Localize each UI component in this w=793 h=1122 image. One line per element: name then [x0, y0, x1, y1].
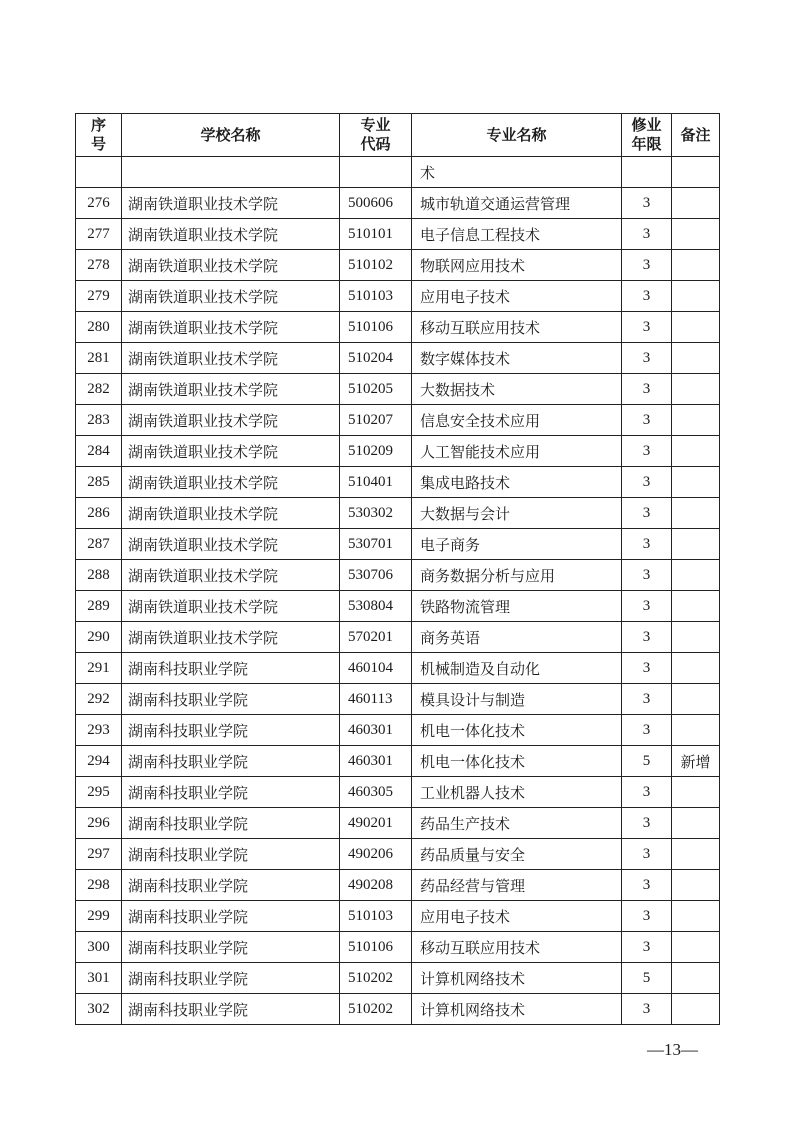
- cell-code: 530701: [340, 529, 412, 560]
- cell-seq: 278: [76, 250, 122, 281]
- continuation-row: [76, 157, 720, 188]
- table-row: [76, 405, 720, 436]
- cell-code: 460301: [340, 746, 412, 777]
- cell-years: 3: [622, 715, 672, 746]
- cell-note: [672, 808, 720, 839]
- cell-seq: 291: [76, 653, 122, 684]
- table-row: [76, 374, 720, 405]
- cell-note: [672, 777, 720, 808]
- cell-note: [672, 994, 720, 1025]
- cell-school: 湖南铁道职业技术学院: [122, 312, 340, 343]
- table-row: [76, 591, 720, 622]
- cell-note: [672, 219, 720, 250]
- cell-note: [672, 498, 720, 529]
- cell-seq: 285: [76, 467, 122, 498]
- cell-seq: 280: [76, 312, 122, 343]
- cell-school: 湖南铁道职业技术学院: [122, 560, 340, 591]
- table-row: [76, 684, 720, 715]
- header-seq: 序 号: [76, 114, 122, 157]
- cell-major: 人工智能技术应用: [412, 436, 622, 467]
- table-row: [76, 529, 720, 560]
- cell-seq: 302: [76, 994, 122, 1025]
- cell-code: 510209: [340, 436, 412, 467]
- table-row: [76, 560, 720, 591]
- table-row: [76, 746, 720, 777]
- cell-seq: 290: [76, 622, 122, 653]
- cell-major: 集成电路技术: [412, 467, 622, 498]
- cell-code: 510204: [340, 343, 412, 374]
- cell-seq: 297: [76, 839, 122, 870]
- table-row: [76, 715, 720, 746]
- table-row: [76, 653, 720, 684]
- cell-major: 模具设计与制造: [412, 684, 622, 715]
- cell-school: 湖南科技职业学院: [122, 746, 340, 777]
- table-row: [76, 808, 720, 839]
- cell-seq: 295: [76, 777, 122, 808]
- cell-code: 530706: [340, 560, 412, 591]
- cell-seq: 284: [76, 436, 122, 467]
- cell-years: 3: [622, 343, 672, 374]
- cell-major: 电子商务: [412, 529, 622, 560]
- cell-code: 510401: [340, 467, 412, 498]
- cell-major: 药品质量与安全: [412, 839, 622, 870]
- cell-major: 移动互联应用技术: [412, 312, 622, 343]
- cell-school: 湖南铁道职业技术学院: [122, 405, 340, 436]
- cell-major: 电子信息工程技术: [412, 219, 622, 250]
- cell-years: 3: [622, 839, 672, 870]
- cell-major: 数字媒体技术: [412, 343, 622, 374]
- cell-code: 460104: [340, 653, 412, 684]
- cell-school: 湖南科技职业学院: [122, 870, 340, 901]
- cell-code: 510207: [340, 405, 412, 436]
- cell-years: 3: [622, 188, 672, 219]
- cell-years: 3: [622, 467, 672, 498]
- cell-note: [672, 436, 720, 467]
- cell-school: 湖南科技职业学院: [122, 653, 340, 684]
- cell-years: 3: [622, 219, 672, 250]
- cell-note: [672, 560, 720, 591]
- cell-seq: 294: [76, 746, 122, 777]
- cell-years: 3: [622, 312, 672, 343]
- header-code: 专业 代码: [340, 114, 412, 157]
- cell-major: 应用电子技术: [412, 281, 622, 312]
- cell-school: 湖南科技职业学院: [122, 901, 340, 932]
- cell-code: 490201: [340, 808, 412, 839]
- cell-seq: 299: [76, 901, 122, 932]
- cell-note: [672, 343, 720, 374]
- table-row: [76, 901, 720, 932]
- cell-code: 510202: [340, 994, 412, 1025]
- table-row: [76, 932, 720, 963]
- cell-years: 3: [622, 281, 672, 312]
- cell-note: [672, 250, 720, 281]
- cell-school: 湖南科技职业学院: [122, 994, 340, 1025]
- table-row: [76, 622, 720, 653]
- table-row: [76, 312, 720, 343]
- cell-school: 湖南科技职业学院: [122, 684, 340, 715]
- cell-school: 湖南铁道职业技术学院: [122, 188, 340, 219]
- cell-note: [672, 529, 720, 560]
- table-row: [76, 498, 720, 529]
- cell-school: 湖南科技职业学院: [122, 839, 340, 870]
- table-header-row: [76, 114, 720, 157]
- cell-years: 3: [622, 932, 672, 963]
- cell-school: [122, 157, 340, 188]
- cell-school: 湖南铁道职业技术学院: [122, 281, 340, 312]
- cell-years: 3: [622, 529, 672, 560]
- cell-years: 3: [622, 250, 672, 281]
- table-row: [76, 281, 720, 312]
- cell-seq: 289: [76, 591, 122, 622]
- cell-major: 大数据技术: [412, 374, 622, 405]
- cell-major: 应用电子技术: [412, 901, 622, 932]
- cell-note: [672, 932, 720, 963]
- cell-years: 5: [622, 963, 672, 994]
- cell-school: 湖南铁道职业技术学院: [122, 374, 340, 405]
- cell-school: 湖南科技职业学院: [122, 932, 340, 963]
- cell-code: 460305: [340, 777, 412, 808]
- cell-note: [672, 467, 720, 498]
- cell-school: 湖南科技职业学院: [122, 777, 340, 808]
- cell-seq: 276: [76, 188, 122, 219]
- cell-seq: 300: [76, 932, 122, 963]
- cell-major: 信息安全技术应用: [412, 405, 622, 436]
- cell-years: [622, 157, 672, 188]
- cell-code: 510103: [340, 901, 412, 932]
- cell-years: 3: [622, 622, 672, 653]
- cell-major: 计算机网络技术: [412, 994, 622, 1025]
- cell-seq: 298: [76, 870, 122, 901]
- cell-major: 工业机器人技术: [412, 777, 622, 808]
- cell-note: [672, 963, 720, 994]
- cell-note: [672, 653, 720, 684]
- cell-major: 药品生产技术: [412, 808, 622, 839]
- cell-years: 3: [622, 994, 672, 1025]
- header-note: 备注: [672, 114, 720, 157]
- cell-school: 湖南科技职业学院: [122, 808, 340, 839]
- cell-major: 物联网应用技术: [412, 250, 622, 281]
- cell-years: 3: [622, 436, 672, 467]
- cell-school: 湖南铁道职业技术学院: [122, 622, 340, 653]
- table-row: [76, 343, 720, 374]
- cell-seq: 296: [76, 808, 122, 839]
- cell-years: 3: [622, 560, 672, 591]
- cell-note: [672, 839, 720, 870]
- majors-table: [75, 113, 720, 1025]
- cell-seq: 287: [76, 529, 122, 560]
- cell-years: 3: [622, 684, 672, 715]
- cell-school: 湖南铁道职业技术学院: [122, 498, 340, 529]
- cell-seq: 292: [76, 684, 122, 715]
- cell-major: 移动互联应用技术: [412, 932, 622, 963]
- cell-seq: 293: [76, 715, 122, 746]
- cell-note: [672, 622, 720, 653]
- cell-code: [340, 157, 412, 188]
- cell-note: [672, 281, 720, 312]
- cell-school: 湖南科技职业学院: [122, 715, 340, 746]
- cell-code: 510106: [340, 312, 412, 343]
- cell-code: 460301: [340, 715, 412, 746]
- page-number: —13—: [647, 1040, 698, 1059]
- table-row: [76, 839, 720, 870]
- table-row: [76, 870, 720, 901]
- cell-code: 460113: [340, 684, 412, 715]
- cell-major: 药品经营与管理: [412, 870, 622, 901]
- cell-school: 湖南铁道职业技术学院: [122, 436, 340, 467]
- cell-seq: 279: [76, 281, 122, 312]
- table-row: [76, 188, 720, 219]
- cell-code: 510103: [340, 281, 412, 312]
- cell-code: 530302: [340, 498, 412, 529]
- cell-note: [672, 715, 720, 746]
- cell-note: [672, 157, 720, 188]
- cell-major: 商务英语: [412, 622, 622, 653]
- cell-major: 术: [412, 157, 622, 188]
- cell-seq: 288: [76, 560, 122, 591]
- cell-seq: 282: [76, 374, 122, 405]
- header-school: 学校名称: [122, 114, 340, 157]
- cell-years: 3: [622, 498, 672, 529]
- cell-note: 新增: [672, 746, 720, 777]
- header-years: 修业 年限: [622, 114, 672, 157]
- cell-school: 湖南铁道职业技术学院: [122, 250, 340, 281]
- table-row: [76, 963, 720, 994]
- cell-major: 大数据与会计: [412, 498, 622, 529]
- cell-seq: 277: [76, 219, 122, 250]
- cell-major: 铁路物流管理: [412, 591, 622, 622]
- cell-note: [672, 374, 720, 405]
- cell-code: 510102: [340, 250, 412, 281]
- cell-school: 湖南铁道职业技术学院: [122, 529, 340, 560]
- cell-major: 计算机网络技术: [412, 963, 622, 994]
- cell-note: [672, 684, 720, 715]
- cell-years: 3: [622, 901, 672, 932]
- table-row: [76, 250, 720, 281]
- cell-note: [672, 901, 720, 932]
- cell-years: 5: [622, 746, 672, 777]
- cell-note: [672, 870, 720, 901]
- cell-years: 3: [622, 653, 672, 684]
- cell-seq: 283: [76, 405, 122, 436]
- cell-major: 城市轨道交通运营管理: [412, 188, 622, 219]
- cell-seq: 286: [76, 498, 122, 529]
- cell-note: [672, 591, 720, 622]
- table-row: [76, 994, 720, 1025]
- cell-major: 机电一体化技术: [412, 746, 622, 777]
- cell-school: 湖南科技职业学院: [122, 963, 340, 994]
- majors-table-container: [75, 113, 719, 1025]
- cell-school: 湖南铁道职业技术学院: [122, 219, 340, 250]
- cell-years: 3: [622, 777, 672, 808]
- cell-code: 500606: [340, 188, 412, 219]
- cell-note: [672, 188, 720, 219]
- cell-code: 490208: [340, 870, 412, 901]
- table-row: [76, 467, 720, 498]
- table-row: [76, 219, 720, 250]
- cell-note: [672, 405, 720, 436]
- cell-code: 510101: [340, 219, 412, 250]
- cell-major: 机械制造及自动化: [412, 653, 622, 684]
- cell-code: 530804: [340, 591, 412, 622]
- cell-code: 490206: [340, 839, 412, 870]
- cell-major: 机电一体化技术: [412, 715, 622, 746]
- header-major: 专业名称: [412, 114, 622, 157]
- cell-major: 商务数据分析与应用: [412, 560, 622, 591]
- cell-note: [672, 312, 720, 343]
- cell-code: 510202: [340, 963, 412, 994]
- table-row: [76, 436, 720, 467]
- cell-years: 3: [622, 374, 672, 405]
- table-row: [76, 777, 720, 808]
- cell-code: 510106: [340, 932, 412, 963]
- cell-seq: 281: [76, 343, 122, 374]
- cell-school: 湖南铁道职业技术学院: [122, 467, 340, 498]
- cell-years: 3: [622, 808, 672, 839]
- cell-code: 510205: [340, 374, 412, 405]
- cell-code: 570201: [340, 622, 412, 653]
- cell-years: 3: [622, 405, 672, 436]
- cell-years: 3: [622, 870, 672, 901]
- cell-school: 湖南铁道职业技术学院: [122, 343, 340, 374]
- cell-seq: 301: [76, 963, 122, 994]
- cell-school: 湖南铁道职业技术学院: [122, 591, 340, 622]
- cell-seq: [76, 157, 122, 188]
- cell-years: 3: [622, 591, 672, 622]
